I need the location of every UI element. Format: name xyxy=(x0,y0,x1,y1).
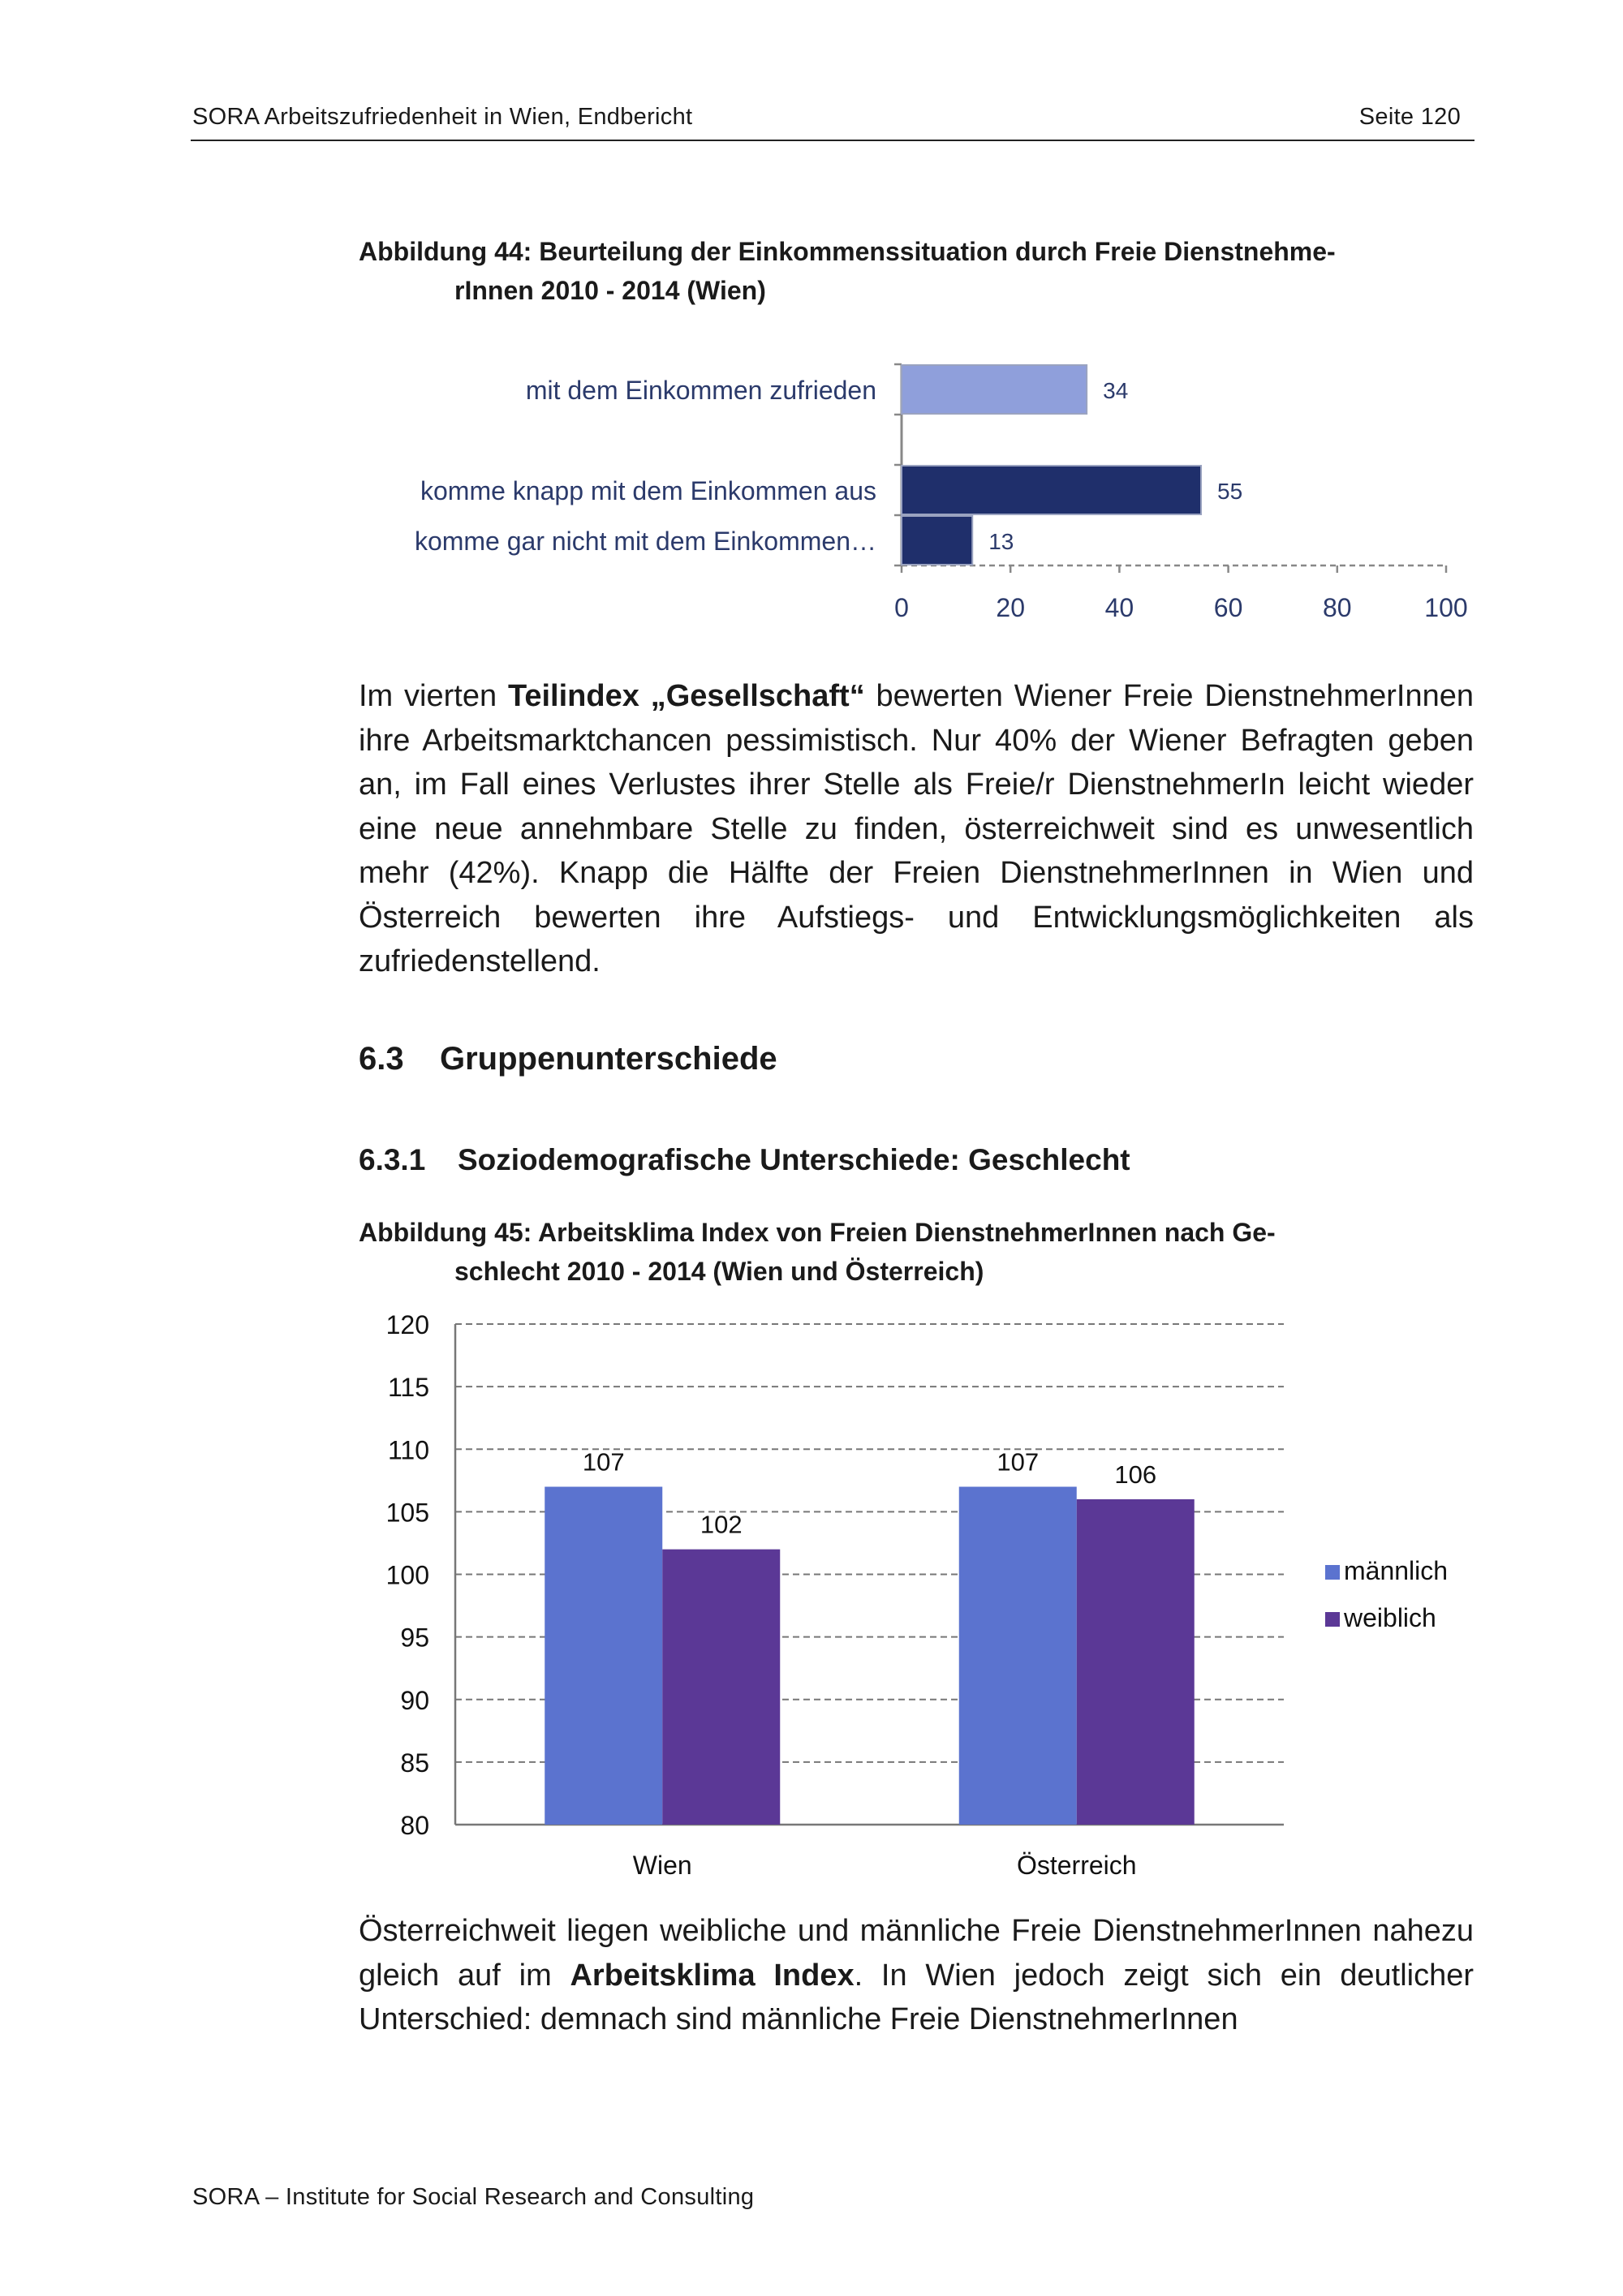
y-tick-label: 95 xyxy=(400,1623,429,1653)
category-label: mit dem Einkommen zufrieden xyxy=(525,376,876,405)
x-tick-label: 60 xyxy=(1213,593,1243,622)
figure-45-caption-line1: Abbildung 45: Arbeitsklima Index von Freien DienstnehmerInnen nach Ge- xyxy=(359,1218,1276,1247)
category-label: komme gar nicht mit dem Einkommen… xyxy=(414,527,876,556)
figure-44-caption-line1: Abbildung 44: Beurteilung der Einkommenssituation durch Freie Dienstnehme- xyxy=(359,237,1336,266)
paragraph-geschlecht xyxy=(359,1909,1474,2042)
page-footer: SORA – Institute for Social Research and Consulting xyxy=(192,2184,755,2210)
data-label: 102 xyxy=(700,1510,743,1539)
section-number: 6.3 xyxy=(359,1041,404,1077)
y-tick-label: 110 xyxy=(387,1435,429,1465)
x-tick-label: 0 xyxy=(894,593,909,622)
bar xyxy=(902,466,1201,514)
data-label: 106 xyxy=(1114,1460,1157,1489)
x-tick-label: 100 xyxy=(1424,593,1468,622)
page-number: Seite 120 xyxy=(1358,104,1461,130)
category-label: komme knapp mit dem Einkommen aus xyxy=(420,476,876,505)
y-tick-label: 85 xyxy=(400,1748,429,1778)
figure-45-caption-line2: schlecht 2010 - 2014 (Wien und Österreich) xyxy=(454,1257,984,1286)
subsection-number: 6.3.1 xyxy=(359,1143,426,1176)
y-tick-label: 120 xyxy=(385,1310,429,1339)
paragraph-2-lead: Österreichweit liegen weibliche und männliche Freie DienstnehmerInnen nahezu gleich auf im xyxy=(359,1914,1474,1993)
category-label: Wien xyxy=(632,1851,692,1880)
running-header-title: SORA Arbeitszufriedenheit in Wien, Endbericht xyxy=(192,104,693,130)
subsection-heading xyxy=(359,1143,1130,1177)
section-title: Gruppenunterschiede xyxy=(440,1041,777,1077)
x-tick-label: 80 xyxy=(1323,593,1352,622)
paragraph-gesellschaft xyxy=(359,674,1474,984)
subsection-title: Soziodemografische Unterschiede: Geschlecht xyxy=(458,1143,1130,1176)
paragraph-1-body: bewerten Wiener Freie DienstnehmerInnen ihre Arbeitsmarktchancen pessimistisch. Nur 40% der Wiener Befragten geben an, im Fall eines Verlustes ihrer Stelle als Freie/r DienstnehmerIn leicht wieder eine neue annehmbare Stelle zu finden, österreichweit sind es unwesentlich mehr (42%). Knapp die Hälfte der Freien DienstnehmerInnen in Wien und Österreich bewerten ihre Aufstiegs- und Entwicklungsmöglichkeiten als zufriedenstellend. xyxy=(359,679,1474,978)
paragraph-1-emphasis: Teilindex „Gesellschaft“ xyxy=(507,679,865,713)
y-tick-label: 80 xyxy=(400,1811,429,1840)
category-label: Österreich xyxy=(1016,1851,1137,1880)
data-label: 34 xyxy=(1103,378,1129,403)
data-label: 13 xyxy=(988,529,1014,554)
bar xyxy=(902,516,972,565)
x-tick-label: 40 xyxy=(1104,593,1134,622)
data-label: 55 xyxy=(1217,479,1243,504)
paragraph-2-emphasis: Arbeitsklima Index xyxy=(570,1958,855,1993)
y-tick-label: 105 xyxy=(385,1498,429,1528)
y-tick-label: 100 xyxy=(385,1560,429,1590)
y-tick-label: 90 xyxy=(400,1685,429,1715)
figure-45-caption xyxy=(359,1213,1479,1291)
data-label: 107 xyxy=(582,1447,625,1477)
paragraph-2-body: . In Wien jedoch zeigt sich ein deutlicher Unterschied: demnach sind männliche Freie DienstnehmerInnen xyxy=(359,1958,1474,2036)
data-label: 107 xyxy=(997,1447,1040,1477)
legend-label: männlich xyxy=(1344,1556,1449,1585)
y-tick-label: 115 xyxy=(387,1373,429,1403)
figure-44-caption-line2: rInnen 2010 - 2014 (Wien) xyxy=(454,276,766,305)
x-tick-label: 20 xyxy=(996,593,1025,622)
paragraph-1-lead: Im vierten xyxy=(359,679,508,713)
legend-label: weiblich xyxy=(1344,1603,1436,1632)
bar xyxy=(902,365,1087,414)
section-heading xyxy=(359,1041,777,1077)
